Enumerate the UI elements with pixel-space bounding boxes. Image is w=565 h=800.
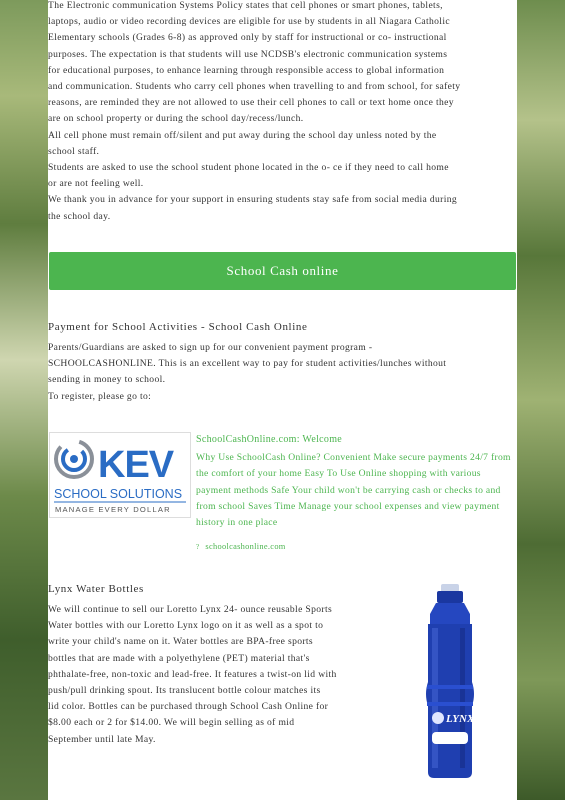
school-cash-url: schoolcashonline.com (205, 542, 286, 551)
logo-sub: SCHOOL SOLUTIONS (54, 487, 183, 501)
bottle-line: bottles that are made with a polyethylene (PET) material that's (48, 652, 310, 664)
intro-line: Students are asked to use the school student phone located in the o- ce if they need to call home (48, 162, 449, 174)
background-right (517, 0, 565, 800)
link-icon: ? (196, 543, 200, 551)
school-cash-link-description: Why Use SchoolCash Online? Convenient Make secure payments 24/7 from the comfort of your home Easy To Use Online shopping with various payment methods Safe Your child won't be carrying cash or checks to and from school Saves Time Manage your school expenses and view payment history in one place (196, 452, 511, 529)
intro-line: the school day. (48, 210, 111, 222)
intro-line: Elementary schools (Grades 6-8) as approved only by staff for instructional or co- instructional (48, 32, 447, 44)
intro-line: reasons, are reminded they are not allowed to use their cell phones to call or text home once they (48, 97, 454, 109)
water-bottle-image (410, 584, 490, 780)
school-cash-link-title[interactable]: SchoolCashOnline.com: Welcome (196, 434, 343, 445)
school-cash-online-button[interactable]: School Cash online (49, 252, 516, 290)
payment-line: To register, please go to: (48, 390, 152, 402)
newsletter-content (48, 0, 517, 800)
school-cash-url-link[interactable] (196, 542, 286, 551)
kev-logo-card[interactable] (49, 432, 191, 518)
payment-text (48, 340, 517, 405)
intro-line: purposes. The expectation is that students will use NCDSB's electronic communication systems (48, 48, 448, 60)
intro-line: The Electronic communication Systems Policy states that cell phones or smart phones, tablets, (48, 0, 443, 11)
lynx-cat-icon (432, 712, 444, 724)
water-bottles-text (48, 602, 373, 748)
bottle-line: $8.00 each or 2 for $14.00. We will begin selling as of mid (48, 717, 295, 729)
logo-tagline: MANAGE EVERY DOLLAR (55, 505, 171, 514)
intro-line: All cell phone must remain off/silent and put away during the school day unless noted by the (48, 129, 437, 141)
water-bottles-heading: Lynx Water Bottles (48, 583, 144, 595)
name-label (432, 732, 468, 744)
bottle-line: Water bottles with our Loretto Lynx logo on it as well as a spot to (48, 620, 324, 632)
intro-line: are on school property or during the school day/recess/lunch. (48, 113, 304, 125)
intro-line: for educational purposes, to enhance learning through responsible access to global information (48, 64, 445, 76)
bottle-line: We will continue to sell our Loretto Lynx 24- ounce reusable Sports (48, 604, 333, 615)
intro-line: laptops, audio or video recording devices are eligible for use by students in all Niagara Catholic (48, 16, 450, 28)
bottle-line: lid color. Bottles can be purchased through School Cash Online for (48, 701, 329, 713)
kev-swirl-icon (56, 441, 92, 477)
intro-line: We thank you in advance for your support in ensuring students stay safe from social media during (48, 194, 458, 206)
logo-main: KEV (98, 444, 174, 486)
cell-phone-policy-text (48, 0, 517, 225)
bottle-logo: LYNX (446, 713, 475, 725)
payment-line: SCHOOLCASHONLINE. This is an excellent way to pay for student activities/lunches without (48, 358, 447, 370)
kev-school-solutions-logo (52, 435, 188, 515)
bottle-line: September until late May. (48, 733, 156, 745)
intro-line: or are not feeling well. (48, 178, 144, 190)
bottle-line: write your child's name on it. Water bottles are BPA-free sports (48, 636, 314, 648)
bottle-line: phthalate-free, non-toxic and lead-free. It features a twist-on lid with (48, 668, 337, 680)
payment-line: sending in money to school. (48, 374, 166, 386)
payment-heading: Payment for School Activities - School Cash Online (48, 321, 308, 333)
payment-line: Parents/Guardians are asked to sign up for our convenient payment program - (48, 342, 373, 353)
intro-line: school staff. (48, 145, 100, 157)
bottle-line: push/pull drinking spout. Its translucent bottle colour matches its (48, 685, 321, 697)
intro-line: and communication. Students who carry cell phones when travelling to and from school, for safety (48, 81, 461, 93)
background-left (0, 0, 48, 800)
